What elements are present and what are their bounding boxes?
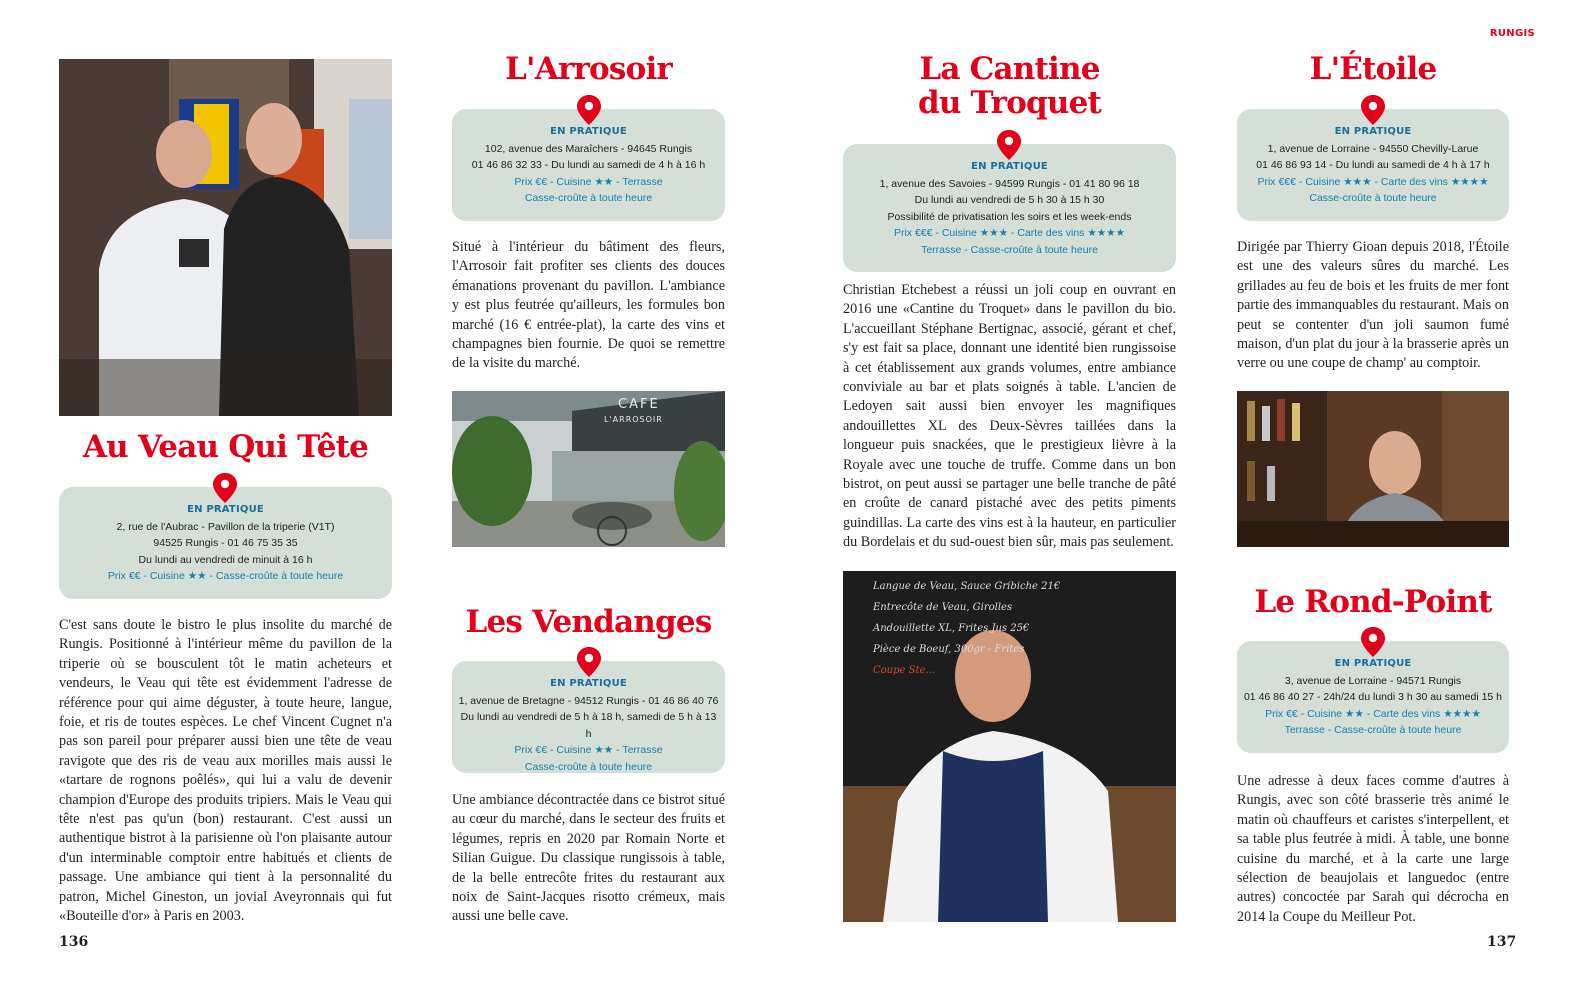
title-au-veau-qui-tete: Au Veau Qui Tête [82, 429, 369, 465]
info-address: 3, avenue de Lorraine - 94571 Rungis [1284, 674, 1462, 687]
info-phone-hours: 01 46 86 32 33 - Du lundi au samedi de 4 h à 16 h [471, 159, 706, 172]
page-number-left: 136 [59, 934, 89, 950]
map-pin-icon [577, 647, 601, 677]
map-pin-icon [1361, 95, 1385, 125]
info-label: EN PRATIQUE [971, 161, 1048, 172]
text-l-arrosoir: Situé à l'intérieur du bâtiment des fleurs, l'Arrosoir fait profiter ses clients des douces émanations provenant du pavillon. L'ambiance y est plus feutrée qu'ailleurs, les formules bon marché (16 € entrée-plat), la carte des vins et champagnes bien fournie. De quoi se remettre de la visite du marché. [452, 239, 725, 372]
board-line: Pièce de Boeuf, 300gr - Frites [873, 644, 1025, 655]
section-tag: RUNGIS [1489, 28, 1535, 39]
info-tags: Prix €€€ - Cuisine ★★★ - Carte des vins ★★★★ [893, 227, 1126, 240]
text-l-etoile: Dirigée par Thierry Gioan depuis 2018, l'Étoile est une des valeurs sûres du marché. Les grillades au feu de bois et les fruits de mer font partie des immanquables du restaurant. Mais on peut se contenter d'un joli saumon fumé maison, d'un plat du jour à la brasserie après un verre ou une coupe de champ' au comptoir. [1237, 239, 1509, 372]
title-la-cantine-du-troquet [843, 52, 1176, 120]
board-line: Coupe Ste... [873, 665, 935, 676]
info-address: 2, rue de l'Aubrac - Pavillon de la triperie (V1T) [116, 520, 335, 533]
info-tags: Prix €€ - Cuisine ★★ - Carte des vins ★★★★ [1265, 707, 1481, 720]
info-box-cantine [843, 144, 1176, 272]
info-address: 102, avenue des Maraîchers - 94645 Rungis [484, 142, 693, 155]
photo-arrosoir-illustration [452, 391, 725, 547]
board-line: Langue de Veau, Sauce Gribiche 21€ [873, 581, 1061, 592]
title-line-2: du Troquet [917, 85, 1102, 121]
text-la-cantine-du-troquet: Christian Etchebest a réussi un joli coup en ouvrant en 2016 une «Cantine du Troquet» dans le pavillon du bio. L'accueillant Stéphane Bertignac, associé, gérant et chef, s'y est fait sa place, donnant une identité bien rungissoise à cet établissement aux grands volumes, entre ambiance conviviale au bar et plats soignés à table. L'ancien de Ledoyen sait aussi bien envoyer les magnifiques andouillettes XL des Deux-Sèvres taillées dans la longueur puis snackées, que le prestigieux lièvre à la Royale avec une touche de truffe. Comme dans un bon bistrot, on peut aussi se partager une belle tranche de pâté en croûte de canard pistaché avec des petits piments guindillas. La carte des vins est à la hauteur, en particulier du Bordelais et du sud-ouest bien sûr, mais pas seulement. [843, 282, 1176, 551]
info-label: EN PRATIQUE [187, 504, 264, 515]
info-city-phone: 94525 Rungis - 01 46 75 35 35 [153, 537, 298, 550]
info-tags-2: Terrasse - Casse-croûte à toute heure [1284, 724, 1462, 737]
info-phone-hours: 01 46 86 93 14 - Du lundi au samedi de 4 h à 17 h [1256, 159, 1490, 172]
text-les-vendanges: Une ambiance décontractée dans ce bistrot situé au cœur du marché, dans le secteur des fruits et légumes, repris en 2020 par Romain Norte et Silian Guigue. Du classique rungissois à table, de la belle entrecôte frites du restaurant aux noix de Saint-Jacques risotto crémeux, mais aussi une belle cave. [452, 792, 725, 925]
photo-l-arrosoir [452, 391, 725, 547]
photo-veau-qui-tete [59, 59, 392, 416]
info-tags-2: Casse-croûte à toute heure [524, 760, 653, 773]
photo-l-etoile [1237, 391, 1509, 547]
info-address: 1, avenue de Lorraine - 94550 Chevilly-Larue [1267, 142, 1479, 155]
info-address-phone: 1, avenue des Savoies - 94599 Rungis - 01 41 80 96 18 [879, 177, 1140, 190]
info-privatisation: Possibilité de privatisation les soirs et les week-ends [887, 210, 1132, 223]
info-label: EN PRATIQUE [1334, 658, 1412, 669]
info-box-etoile [1237, 109, 1509, 221]
info-hours: Du lundi au vendredi de 5 h 30 à 15 h 30 [914, 194, 1105, 207]
info-label: EN PRATIQUE [550, 126, 627, 137]
board-line: Andouillette XL, Frites Jus 25€ [873, 623, 1030, 634]
photo-la-cantine-du-troquet [843, 571, 1176, 922]
info-tags-2: Casse-croûte à toute heure [524, 192, 653, 205]
map-pin-icon [577, 95, 601, 125]
info-tags: Prix €€ - Cuisine ★★ - Casse-croûte à toute heure [107, 570, 344, 583]
info-tags: Prix €€€ - Cuisine ★★★ - Carte des vins ★★★★ [1257, 175, 1489, 188]
title-l-arrosoir: L'Arrosoir [505, 51, 672, 87]
info-box-veau [59, 487, 392, 599]
info-phone-hours: 01 46 86 40 27 - 24h/24 du lundi 3 h 30 au samedi 15 h [1243, 691, 1503, 704]
map-pin-icon [1361, 627, 1385, 657]
photo-veau-illustration [59, 59, 392, 416]
map-pin-icon [213, 473, 237, 503]
info-box-rond-point [1237, 641, 1509, 753]
photo-etoile-illustration [1237, 391, 1509, 547]
board-line: Entrecôte de Veau, Girolles [873, 602, 1013, 613]
menu-board [873, 576, 1153, 681]
text-le-rond-point: Une adresse à deux faces comme d'autres à Rungis, avec son côté brasserie très animé le matin où chauffeurs et caristes s'interpellent, et sa table plus feutrée à midi. À table, une bonne cuisine du marché, et à la carte une large sélection de beaujolais et languedoc (entre autres) concoctée par Sarah qui décrocha en 2014 la Coupe du Meilleur Pot. [1237, 773, 1509, 925]
info-tags: Prix €€ - Cuisine ★★ - Terrasse [514, 175, 663, 188]
title-line-1: La Cantine [919, 51, 1100, 87]
info-tags-2: Casse-croûte à toute heure [1309, 192, 1437, 205]
info-label: EN PRATIQUE [1334, 126, 1412, 137]
info-box-arrosoir [452, 109, 725, 221]
info-box-vendanges [452, 661, 725, 773]
map-pin-icon [997, 130, 1021, 160]
info-address-phone: 1, avenue de Bretagne - 94512 Rungis - 01 46 86 40 76 [458, 694, 719, 707]
title-les-vendanges: Les Vendanges [465, 604, 712, 640]
photo-sign-cafe: CAFE [618, 397, 660, 412]
info-hours: Du lundi au vendredi de 5 h à 18 h, samedi de 5 h à 13 h [460, 711, 717, 740]
page-number-right: 137 [1487, 934, 1517, 950]
text-veau-qui-tete: C'est sans doute le bistro le plus insolite du marché de Rungis. Positionné à l'intérieur même du pavillon de la triperie où se bousculent tôt le matin acheteurs et vendeurs, le Veau qui tête est évidemment l'adresse de référence pour qui aime déguster, à toute heure, langue, foie, et ris de toutes espèces. Le chef Vincent Cugnet n'a pas son pareil pour préparer aussi bien une tête de veau ravigote que des ris de veau aux morilles mais aussi le «tartare de rognons poêlés», qui lui a valu de devenir champion d'Europe des produits tripiers. Mais le Veau qui tête n'est pas qu'un (bon) restaurant. C'est aussi un authentique bistrot à la parisienne où l'on plaisante autour d'un interminable comptoir entre habitués et clients de passage. Une ambiance qui tient à la personnalité du patron, Michel Gineston, un jovial Aveyronnais qui fut «Bouteille d'or» à Paris en 2003. [59, 617, 392, 925]
title-le-rond-point: Le Rond-Point [1254, 584, 1492, 620]
info-tags-2: Terrasse - Casse-croûte à toute heure [921, 243, 1098, 256]
info-label: EN PRATIQUE [550, 678, 627, 689]
title-l-etoile: L'Étoile [1309, 51, 1437, 87]
info-tags: Prix €€ - Cuisine ★★ - Terrasse [514, 744, 663, 757]
photo-sign-arrosoir: L'ARROSOIR [604, 415, 663, 424]
info-hours: Du lundi au vendredi de minuit à 16 h [138, 553, 313, 566]
